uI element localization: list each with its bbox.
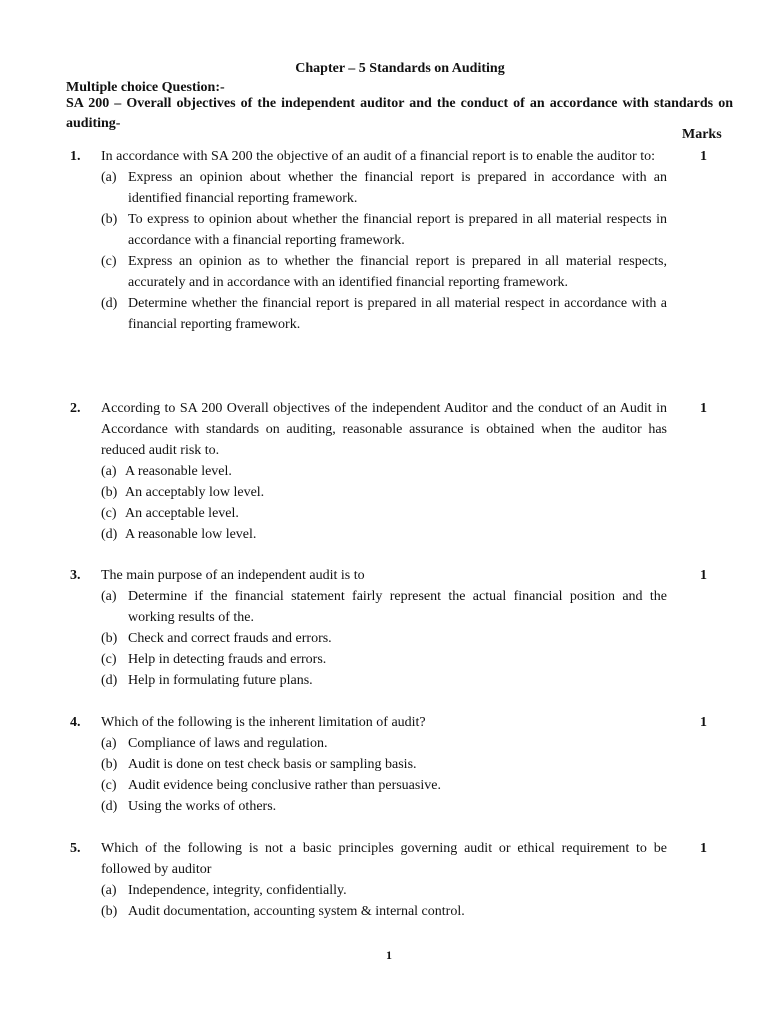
option-text: Audit evidence being conclusive rather than persuasive. — [128, 778, 441, 793]
option-label: (b) — [101, 485, 118, 500]
option-c — [101, 649, 667, 670]
option-a — [101, 733, 667, 754]
question-marks: 1 — [700, 401, 707, 416]
question-body — [101, 565, 667, 691]
option-c — [101, 775, 667, 796]
page-number: 1 — [386, 948, 392, 962]
option-label: (b) — [101, 757, 118, 772]
option-label: (c) — [101, 254, 117, 269]
option-label: (d) — [101, 296, 118, 311]
option-d — [101, 293, 667, 335]
option-a — [101, 880, 667, 901]
option-text: A reasonable low level. — [125, 527, 257, 542]
question-marks: 1 — [700, 149, 707, 164]
option-label: (b) — [101, 212, 118, 227]
option-label: (d) — [101, 527, 118, 542]
option-b — [101, 754, 667, 775]
question-body — [101, 146, 667, 335]
option-text: Using the works of others. — [128, 799, 277, 814]
option-text: A reasonable level. — [125, 464, 232, 479]
option-label: (b) — [101, 631, 118, 646]
option-d — [101, 524, 667, 545]
option-b — [101, 209, 667, 251]
option-text: To express to opinion about whether the financial report is prepared in all material respects in accordance with a financial reporting framework. — [128, 212, 667, 248]
option-c — [101, 503, 667, 524]
option-label: (a) — [101, 883, 117, 898]
option-label: (c) — [101, 778, 117, 793]
option-text: Compliance of laws and regulation. — [128, 736, 328, 751]
option-b — [101, 628, 667, 649]
question-number: 1. — [70, 149, 81, 164]
option-text: Audit documentation, accounting system & internal control. — [128, 904, 465, 919]
mcq-heading: Multiple choice Question:- — [66, 80, 225, 95]
option-text: Audit is done on test check basis or sampling basis. — [128, 757, 417, 772]
chapter-title: Chapter – 5 Standards on Auditing — [295, 61, 505, 76]
question-stem: According to SA 200 Overall objectives of the independent Auditor and the conduct of an Audit in Accordance with standards on auditing, reasonable assurance is obtained when the auditor has reduced audit risk to. — [101, 401, 667, 458]
question-number: 2. — [70, 401, 81, 416]
option-b — [101, 482, 667, 503]
option-label: (a) — [101, 589, 117, 604]
option-text: Express an opinion as to whether the financial report is prepared in all material respects, accurately and in accordance with an identified financial reporting framework. — [128, 254, 667, 290]
question-stem: In accordance with SA 200 the objective of an audit of a financial report is to enable the auditor to: — [101, 149, 655, 164]
option-text: Determine whether the financial report is prepared in all material respect in accordance with a financial reporting framework. — [128, 296, 667, 332]
option-c — [101, 251, 667, 293]
option-label: (a) — [101, 464, 117, 479]
option-text: An acceptably low level. — [125, 485, 265, 500]
question-number: 3. — [70, 568, 81, 583]
option-text: Help in detecting frauds and errors. — [128, 652, 327, 667]
option-a — [101, 461, 667, 482]
marks-column-header: Marks — [682, 127, 722, 142]
option-label: (a) — [101, 170, 117, 185]
question-marks: 1 — [700, 715, 707, 730]
option-label: (a) — [101, 736, 117, 751]
question-body — [101, 398, 667, 545]
option-d — [101, 670, 667, 691]
option-a — [101, 167, 667, 209]
section-heading: SA 200 – Overall objectives of the independent auditor and the conduct of an accordance with standards on auditing- — [66, 96, 733, 131]
question-number: 4. — [70, 715, 81, 730]
option-label: (d) — [101, 673, 118, 688]
option-text: An acceptable level. — [125, 506, 239, 521]
option-text: Independence, integrity, confidentially. — [128, 883, 347, 898]
question-stem: Which of the following is not a basic principles governing audit or ethical requirement to be followed by auditor — [101, 841, 667, 877]
option-text: Express an opinion about whether the financial report is prepared in accordance with an identified financial reporting framework. — [128, 170, 667, 206]
question-body — [101, 712, 667, 817]
option-a — [101, 586, 667, 628]
option-text: Check and correct frauds and errors. — [128, 631, 332, 646]
question-stem: Which of the following is the inherent limitation of audit? — [101, 715, 426, 730]
question-marks: 1 — [700, 841, 707, 856]
question-body — [101, 838, 667, 922]
question-number: 5. — [70, 841, 81, 856]
option-label: (d) — [101, 799, 118, 814]
question-stem: The main purpose of an independent audit is to — [101, 568, 365, 583]
option-text: Determine if the financial statement fairly represent the actual financial position and the working results of the. — [128, 589, 667, 625]
question-marks: 1 — [700, 568, 707, 583]
option-label: (b) — [101, 904, 118, 919]
option-text: Help in formulating future plans. — [128, 673, 313, 688]
option-b — [101, 901, 667, 922]
option-label: (c) — [101, 506, 117, 521]
option-d — [101, 796, 667, 817]
option-label: (c) — [101, 652, 117, 667]
